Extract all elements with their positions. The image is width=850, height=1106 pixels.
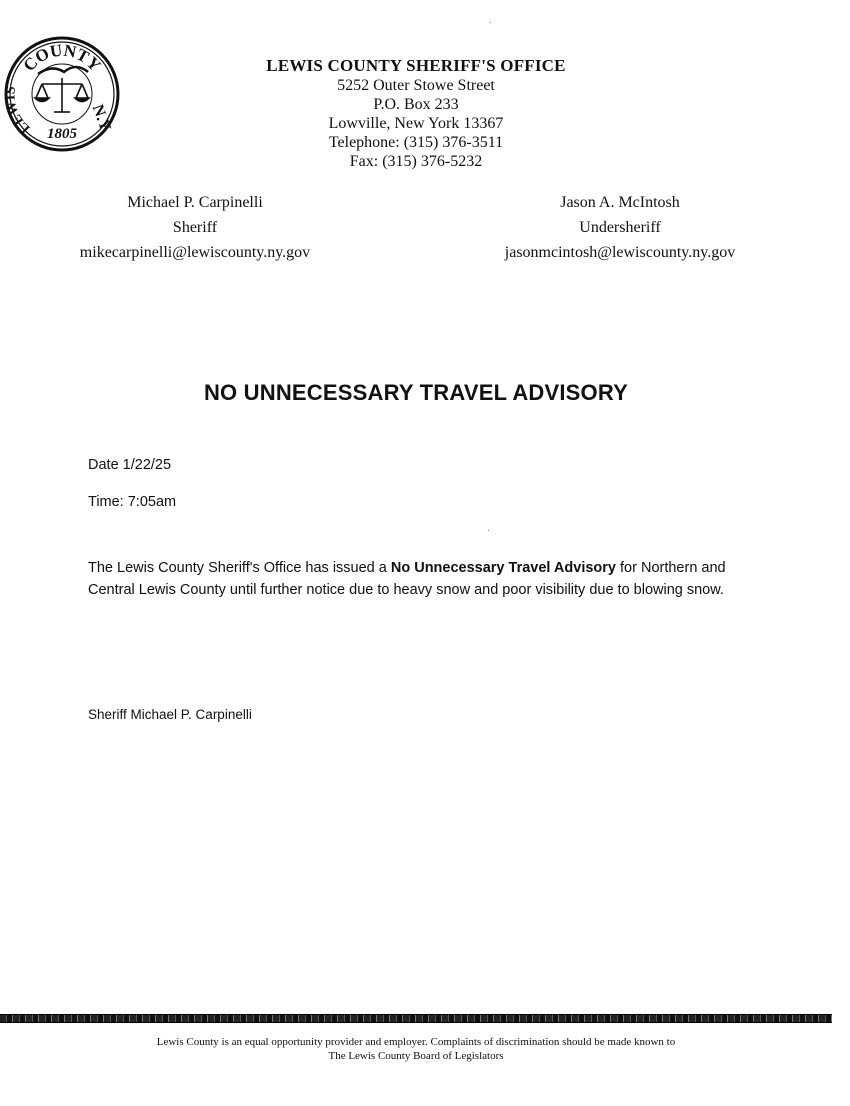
address-city: Lowville, New York 13367 (328, 115, 504, 132)
advisory-title: NO UNNECESSARY TRAVEL ADVISORY (203, 380, 629, 405)
address-street: 5252 Outer Stowe Street (337, 77, 495, 94)
footer-line-2: The Lewis County Board of Legislators (328, 1050, 504, 1062)
seal-year: 1805 (47, 126, 77, 142)
advisory-time: Time: 7:05am (88, 494, 177, 510)
undersheriff-block (470, 190, 770, 265)
footer-line-1: Lewis County is an equal opportunity provider and employer. Complaints of discrimination should be made known to (156, 1036, 676, 1048)
signoff: Sheriff Michael P. Carpinelli (88, 707, 252, 722)
sheriff-name: Michael P. Carpinelli (127, 194, 263, 211)
seal-right-text: N.Y. (88, 102, 115, 136)
org-name: LEWIS COUNTY SHERIFF'S OFFICE (266, 56, 566, 75)
message-emphasis: No Unnecessary Travel Advisory (390, 560, 616, 576)
undersheriff-title: Undersheriff (579, 219, 661, 236)
undersheriff-email[interactable]: jasonmcintosh@lewiscounty.ny.gov (504, 244, 736, 261)
seal-left-text: LEWIS (3, 85, 34, 136)
message-lead: The Lewis County Sheriff's Office has issued a (88, 560, 391, 576)
fax: Fax: (315) 376-5232 (349, 153, 483, 170)
advisory-date: Date 1/22/25 (88, 457, 172, 473)
scan-speck (488, 530, 489, 531)
advisory-message (88, 557, 768, 601)
address-po-box: P.O. Box 233 (373, 96, 459, 113)
undersheriff-name: Jason A. McIntosh (560, 194, 680, 211)
sheriff-block (50, 190, 340, 265)
seal-top-text: COUNTY (19, 40, 105, 75)
letterhead (0, 56, 832, 171)
footer (0, 1035, 832, 1063)
scan-speck (490, 22, 491, 23)
sheriff-email[interactable]: mikecarpinelli@lewiscounty.ny.gov (79, 244, 311, 261)
footer-divider (0, 1014, 832, 1023)
sheriff-title: Sheriff (172, 219, 218, 236)
telephone: Telephone: (315) 376-3511 (328, 134, 504, 151)
message-rest: for Northern and Central Lewis County until further notice due to heavy snow and poor visibility due to blowing snow. (88, 560, 726, 598)
